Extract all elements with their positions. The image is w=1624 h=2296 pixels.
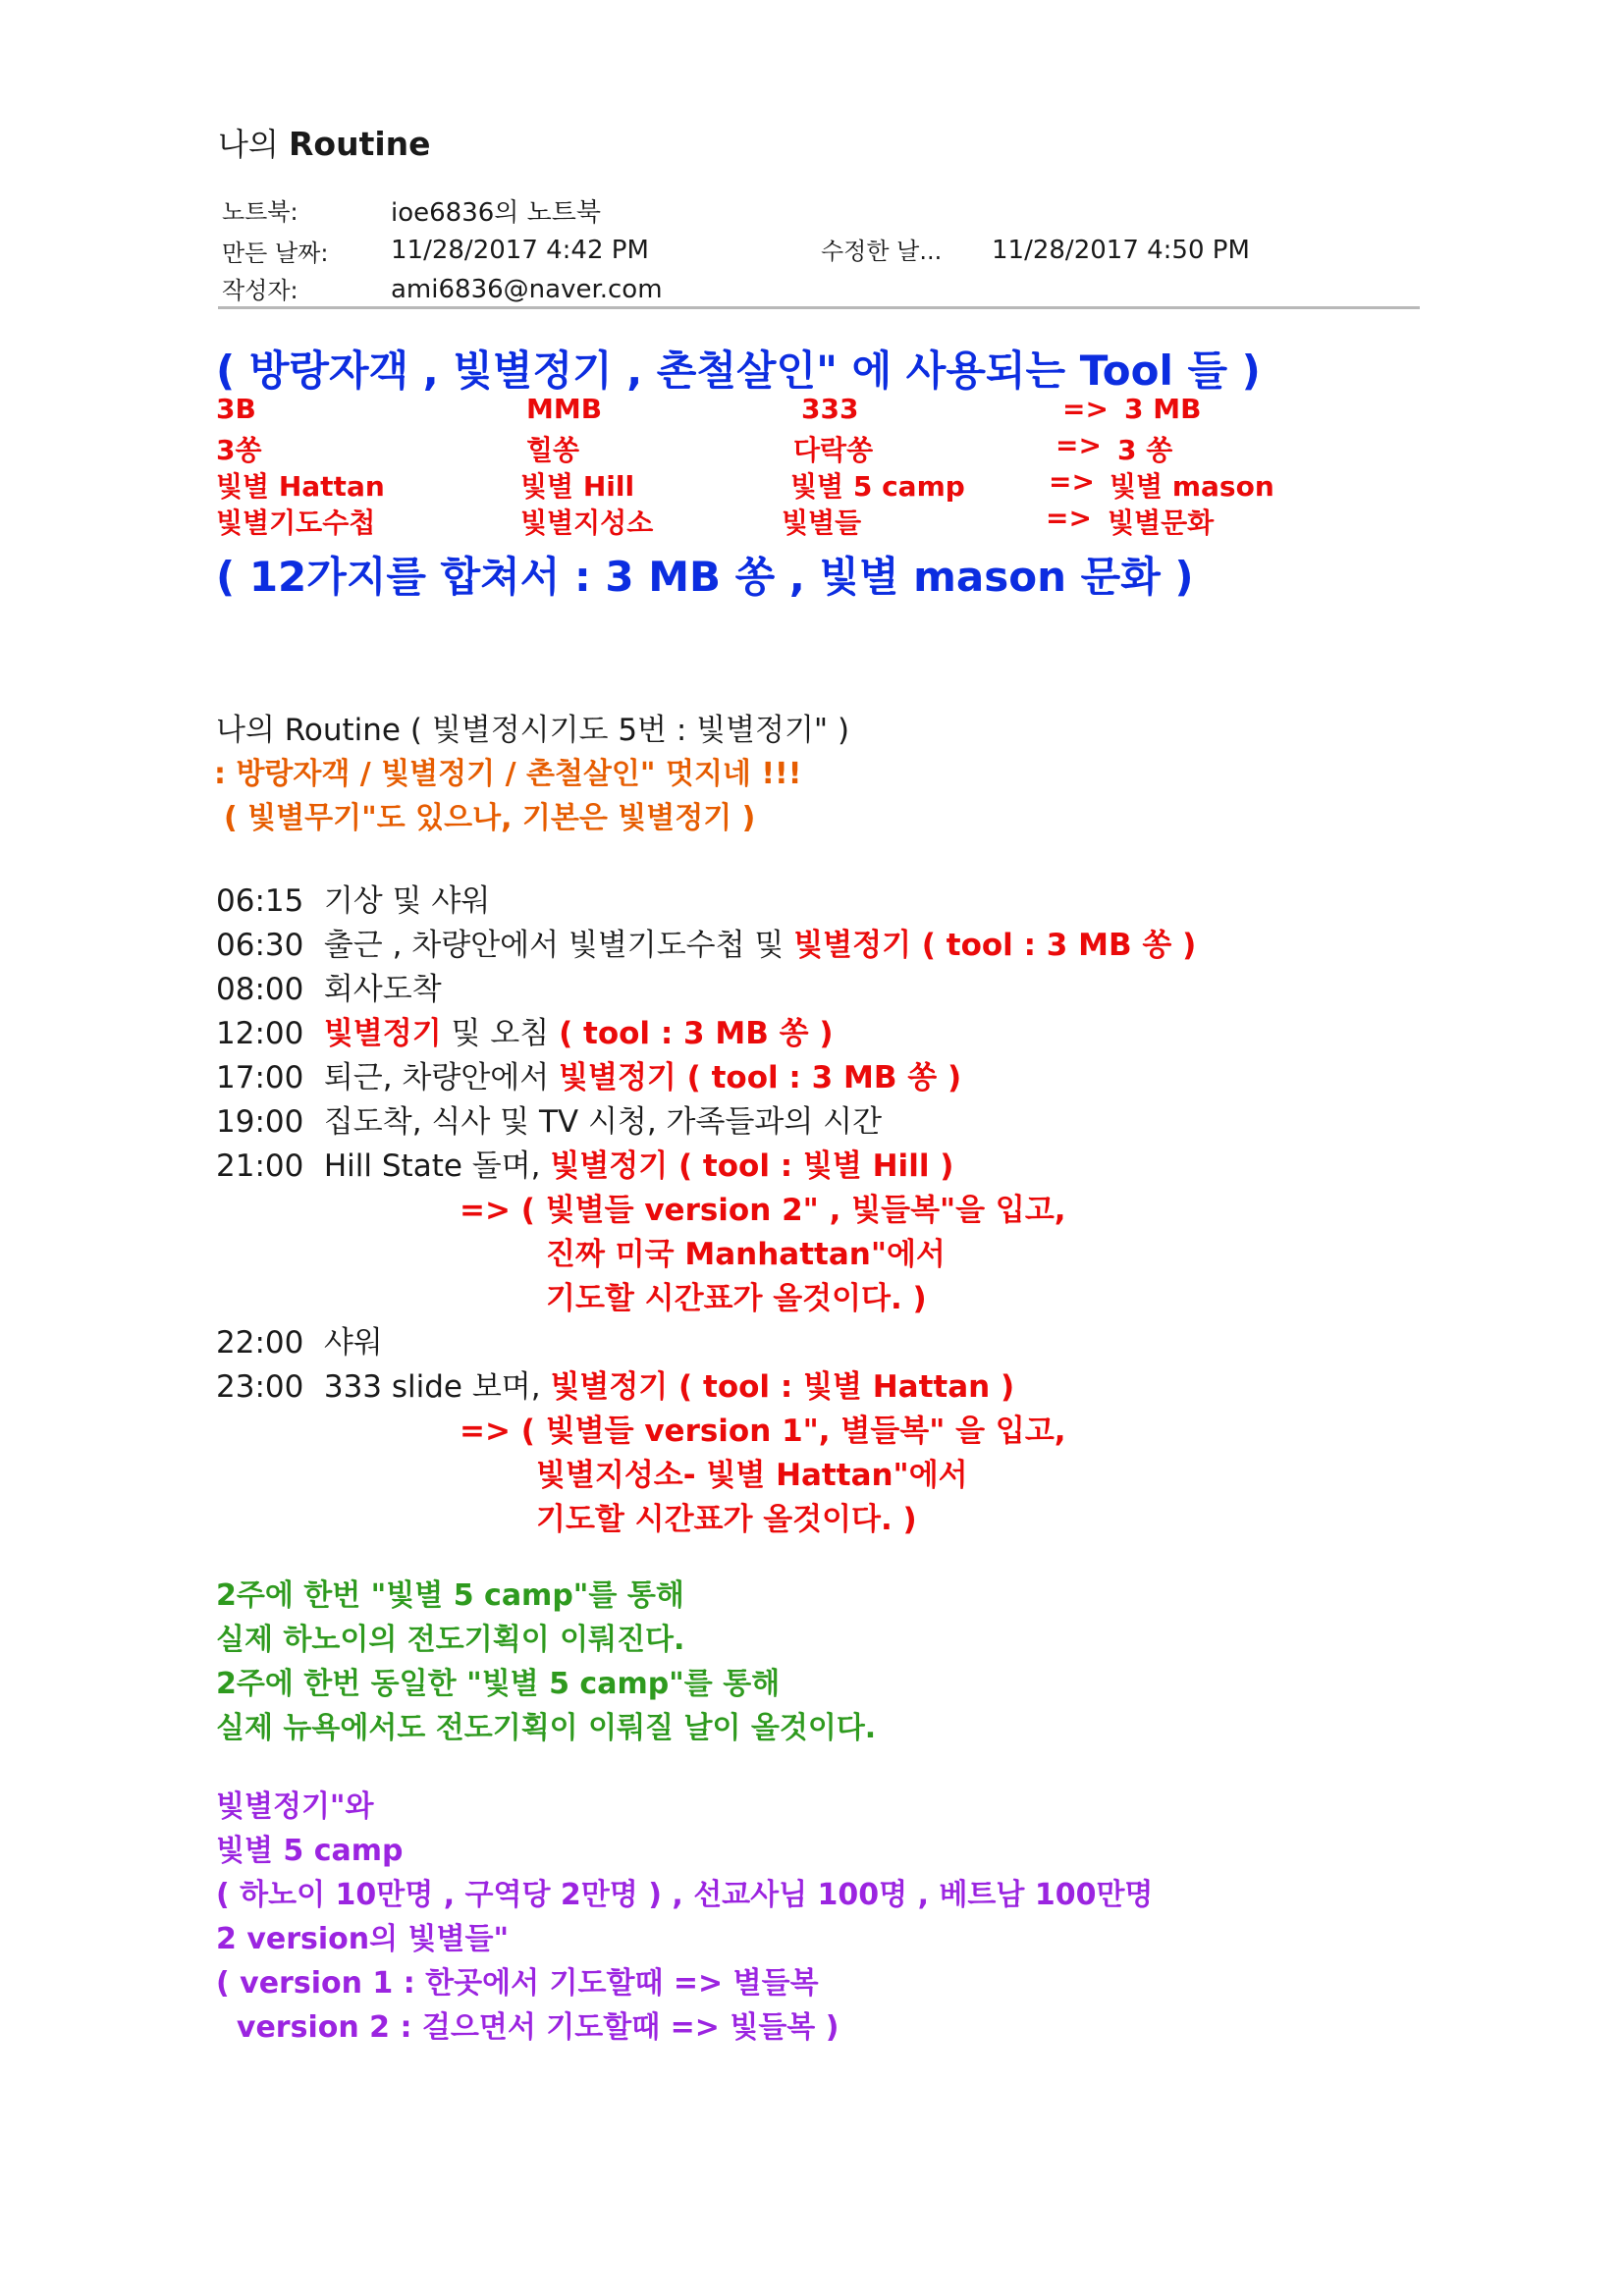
tools-cell: 빛별지성소 xyxy=(520,507,654,539)
schedule-time: 06:15 xyxy=(216,883,304,919)
schedule-item xyxy=(216,876,490,920)
schedule-text: 샤워 xyxy=(323,1325,383,1361)
schedule-time: 23:00 xyxy=(216,1369,304,1405)
schedule-item xyxy=(216,1317,383,1362)
tools-cell: 빛별들 xyxy=(782,507,862,539)
camp-line: 2주에 한번 "빛별 5 camp"를 통해 xyxy=(216,1578,684,1613)
schedule-highlight: 빛별정기 ( tool : 3 MB 쏭 ) xyxy=(559,1060,962,1095)
schedule-highlight: ( tool : 3 MB 쏭 ) xyxy=(559,1016,834,1051)
version-line: 빛별 5 camp xyxy=(216,1834,404,1868)
schedule-item xyxy=(216,964,442,1008)
schedule-text: 기상 및 샤워 xyxy=(323,883,491,919)
schedule-item xyxy=(216,1096,882,1141)
tools-cell: 3 MB xyxy=(1124,393,1202,425)
tools-cell: 다락쏭 xyxy=(793,434,874,466)
version-line: 2 version의 빛별들" xyxy=(216,1922,510,1956)
tools-cell: 빛별 mason xyxy=(1110,470,1274,503)
tools-summary: ( 12가지를 합쳐서 : 3 MB 쏭 , 빛별 mason 문화 ) xyxy=(216,553,1194,601)
schedule-time: 12:00 xyxy=(216,1016,304,1051)
schedule-note-line: 진짜 미국 Manhattan"에서 xyxy=(546,1237,946,1272)
schedule-text: 출근 , 차량안에서 빛별기도수첩 및 xyxy=(323,928,794,963)
tools-cell: 빛별문화 xyxy=(1108,507,1215,539)
tools-cell: 빛별기도수첩 xyxy=(216,507,376,539)
tools-cell: => xyxy=(1056,429,1102,461)
schedule-text: Hill State 돌며, xyxy=(323,1148,551,1184)
schedule-highlight: 빛별정기 ( tool : 빛별 Hattan ) xyxy=(550,1369,1015,1405)
tools-cell: 3쏭 xyxy=(216,434,262,466)
title-english: Routine xyxy=(289,125,431,163)
tools-cell: => xyxy=(1062,393,1109,425)
modified-label: 수정한 날... xyxy=(821,238,943,265)
version-line: ( 하노이 10만명 , 구역당 2만명 ) , 선교사님 100명 , 베트남 100만명 xyxy=(216,1878,1154,1912)
routine-heading: 나의 Routine ( 빛별정시기도 5번 : 빛별정기" ) xyxy=(216,713,850,748)
page-title xyxy=(218,120,431,165)
tools-cell: 빛별 Hattan xyxy=(216,470,385,503)
version-line: version 2 : 걸으면서 기도할때 => 빛들복 ) xyxy=(216,2010,839,2045)
schedule-item xyxy=(216,1008,834,1052)
schedule-highlight: 빛별정기 ( tool : 3 MB 쏭 ) xyxy=(793,928,1197,963)
author-label: 작성자: xyxy=(222,277,298,304)
title-korean: 나의 xyxy=(218,126,279,163)
schedule-time: 06:30 xyxy=(216,928,304,963)
created-value: 11/28/2017 4:42 PM xyxy=(391,236,649,265)
schedule-highlight: 빛별정기 xyxy=(323,1016,442,1051)
tools-heading: ( 방랑자객 , 빛별정기 , 촌철살인" 에 사용되는 Tool 들 ) xyxy=(216,347,1261,395)
tools-cell: 3B xyxy=(216,393,256,425)
version-line: ( version 1 : 한곳에서 기도할때 => 별들복 xyxy=(216,1966,819,2001)
schedule-time: 19:00 xyxy=(216,1104,304,1140)
modified-value: 11/28/2017 4:50 PM xyxy=(992,236,1250,265)
tools-cell: 3 쏭 xyxy=(1117,434,1173,466)
tools-cell: 힐쏭 xyxy=(526,434,580,466)
schedule-note-line: 기도할 시간표가 올것이다. ) xyxy=(546,1281,927,1316)
schedule-highlight: 빛별정기 ( tool : 빛별 Hill ) xyxy=(550,1148,954,1184)
schedule-text: 및 오침 xyxy=(441,1016,560,1051)
schedule-text: 333 slide 보며, xyxy=(323,1369,551,1405)
schedule-text: 퇴근, 차량안에서 xyxy=(323,1060,560,1095)
camp-line: 실제 뉴욕에서도 전도기획이 이뤄질 날이 올것이다. xyxy=(216,1711,877,1745)
tools-cell: => xyxy=(1046,502,1092,534)
tools-cell: MMB xyxy=(526,393,603,425)
tools-cell: => xyxy=(1049,465,1095,498)
schedule-time: 21:00 xyxy=(216,1148,304,1184)
header-divider xyxy=(218,306,1420,309)
schedule-note-line: => ( 빛별들 version 2" , 빛들복"을 입고, xyxy=(460,1193,1066,1228)
schedule-time: 22:00 xyxy=(216,1325,304,1361)
camp-line: 실제 하노이의 전도기획이 이뤄진다. xyxy=(216,1623,685,1657)
tools-cell: 333 xyxy=(801,393,859,425)
tools-cell: 빛별 5 camp xyxy=(790,470,965,503)
schedule-item xyxy=(216,920,1196,964)
tools-cell: 빛별 Hill xyxy=(520,470,635,503)
camp-line: 2주에 한번 동일한 "빛별 5 camp"를 통해 xyxy=(216,1667,781,1701)
created-label: 만든 날짜: xyxy=(222,240,329,267)
schedule-item xyxy=(216,1362,1014,1406)
notebook-label: 노트북: xyxy=(222,198,298,226)
routine-note: ( 빛별무기"도 있으나, 기본은 빛별정기 ) xyxy=(224,801,756,835)
schedule-item xyxy=(216,1052,961,1096)
schedule-time: 17:00 xyxy=(216,1060,304,1095)
schedule-time: 08:00 xyxy=(216,972,304,1007)
routine-subtitle: : 방랑자객 / 빛별정기 / 촌철살인" 멋지네 !!! xyxy=(214,757,802,791)
version-line: 빛별정기"와 xyxy=(216,1789,374,1824)
schedule-item xyxy=(216,1141,953,1185)
author-value: ami6836@naver.com xyxy=(391,275,663,304)
schedule-note-line: => ( 빛별들 version 1", 별들복" 을 입고, xyxy=(460,1414,1066,1449)
schedule-note-line: 빛별지성소- 빛별 Hattan"에서 xyxy=(536,1458,968,1493)
notebook-value: ioe6836의 노트북 xyxy=(391,198,602,228)
schedule-text: 회사도착 xyxy=(323,972,442,1007)
schedule-note-line: 기도할 시간표가 올것이다. ) xyxy=(536,1502,917,1537)
schedule-text: 집도착, 식사 및 TV 시청, 가족들과의 시간 xyxy=(323,1104,883,1140)
